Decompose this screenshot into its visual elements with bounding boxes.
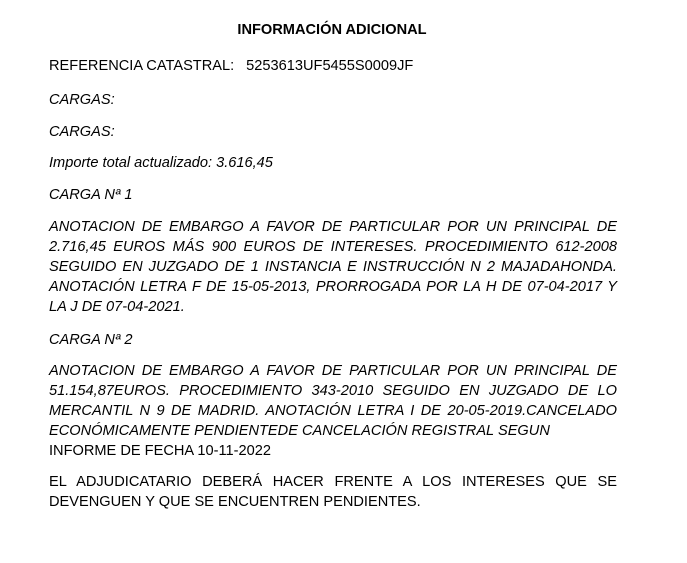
- carga-2-text-tail: INFORME DE FECHA 10-11-2022: [49, 443, 271, 459]
- carga-2-text: ANOTACION DE EMBARGO A FAVOR DE PARTICULAR POR UN PRINCIPAL DE 51.154,87EUROS. PROCEDIMIENTO 343-2010 SEGUIDO EN JUZGADO DE LO MERCANTIL N 9 DE MADRID. ANOTACIÓN LETRA I DE 20-05-2019.CANCELADO ECONÓMICAMENTE PENDIENTEDE CANCELACIÓN REGISTRAL SEGUN: [49, 363, 617, 439]
- referencia-label: REFERENCIA CATASTRAL:: [49, 58, 235, 74]
- carga-1-text: ANOTACION DE EMBARGO A FAVOR DE PARTICULAR POR UN PRINCIPAL DE 2.716,45 EUROS MÁS 900 EUROS DE INTERESES. PROCEDIMIENTO 612-2008 SEGUIDO EN JUZGADO DE 1 INSTANCIA E INSTRUCCIÓN N 2 MAJADAHONDA. ANOTACIÓN LETRA F DE 15-05-2013, PRORROGADA POR LA H DE 07-04-2017 Y LA J DE 07-04-2021.: [49, 219, 617, 315]
- cargas-label-2: CARGAS:: [49, 124, 115, 140]
- referencia-value: 5253613UF5455S0009JF: [246, 58, 414, 74]
- cargas-label-1: CARGAS:: [49, 92, 115, 108]
- carga-1-heading: CARGA Nª 1: [49, 187, 133, 203]
- page-title: INFORMACIÓN ADICIONAL: [237, 22, 427, 38]
- referencia-catastral: [49, 56, 617, 76]
- carga-2-block: [49, 361, 617, 461]
- carga-2-heading: CARGA Nª 2: [49, 332, 133, 348]
- final-note: EL ADJUDICATARIO DEBERÁ HACER FRENTE A LOS INTERESES QUE SE DEVENGUEN Y QUE SE ENCUENTREN PENDIENTES.: [49, 474, 617, 510]
- importe-total: Importe total actualizado: 3.616,45: [49, 155, 273, 171]
